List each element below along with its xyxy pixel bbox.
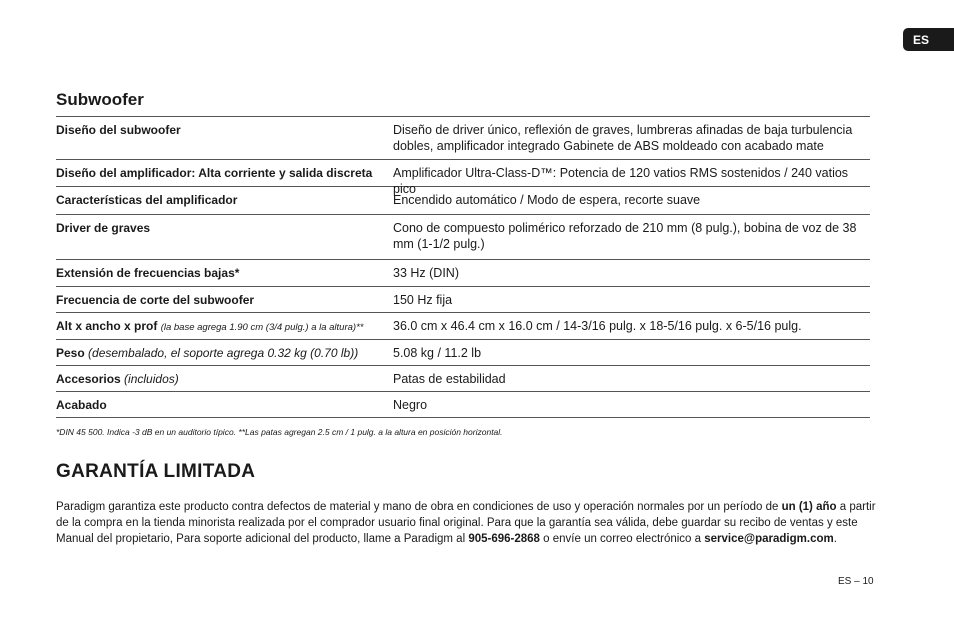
spec-value: Amplificador Ultra-Class-D™: Potencia de 120 vatios RMS sostenidos / 240 vatios pico (393, 166, 849, 196)
spec-label-text: Accesorios (56, 372, 121, 386)
spec-value: Negro (393, 398, 428, 412)
spec-row (56, 260, 870, 287)
spec-value: 150 Hz fija (393, 293, 453, 307)
spec-row (56, 313, 870, 340)
spec-label (56, 366, 393, 387)
warranty-text: o envíe un correo electrónico a (539, 533, 705, 545)
spec-label: Características del amplificador (56, 193, 238, 207)
spec-label-note: (la base agrega 1.90 cm (3/4 pulg.) a la altura)** (160, 322, 364, 333)
spec-value: Diseño de driver único, reflexión de graves, lumbreras afinadas de baja turbulencia dobles, amplificador integrado Gabinete de ABS moldeado con acabado mate (393, 123, 853, 153)
spec-label-note: (incluidos) (124, 372, 179, 386)
spec-value: Encendido automático / Modo de espera, recorte suave (393, 193, 701, 207)
spec-row (56, 215, 870, 260)
language-tab: ES (903, 28, 954, 51)
spec-row (56, 366, 870, 392)
spec-label (56, 340, 393, 361)
warranty-text: . (833, 533, 837, 545)
spec-row (56, 187, 870, 215)
spec-footnote: *DIN 45 500. Indica -3 dB en un auditorio típico. **Las patas agregan 2.5 cm / 1 pulg. a la altura en posición horizontal. (56, 427, 503, 437)
spec-row (56, 392, 870, 418)
spec-row (56, 287, 870, 313)
section-title-subwoofer: Subwoofer (56, 90, 144, 109)
spec-label: Diseño del subwoofer (56, 123, 181, 137)
warranty-paragraph (56, 499, 876, 547)
spec-value: 36.0 cm x 46.4 cm x 16.0 cm / 14-3/16 pulg. x 18-5/16 pulg. x 6-5/16 pulg. (393, 319, 802, 333)
spec-label: Frecuencia de corte del subwoofer (56, 293, 255, 307)
spec-label: Extensión de frecuencias bajas* (56, 266, 240, 280)
spec-row (56, 160, 870, 196)
spec-table (56, 116, 870, 418)
spec-label-text: Alt x ancho x prof (56, 319, 158, 333)
spec-row (56, 117, 870, 160)
warranty-period: un (1) año (781, 501, 837, 513)
spec-label: Diseño del amplificador: Alta corriente y salida discreta (56, 166, 373, 180)
spec-value: Patas de estabilidad (393, 372, 506, 386)
spec-value: Cono de compuesto polimérico reforzado de 210 mm (8 pulg.), bobina de voz de 38 mm (1-1/2 pulg.) (393, 221, 857, 251)
page-number: ES – 10 (838, 576, 874, 587)
spec-label (56, 313, 393, 336)
support-email: service@paradigm.com (704, 533, 834, 545)
spec-row (56, 340, 870, 366)
warranty-text: a partir de la compra en la tienda minorista realizada por el comprador usuario final original. Para que la garantía sea válida, debe guardar su recibo de ventas y este Manual del propietario, Para soporte adicional del producto, llame a Paradigm al (56, 501, 876, 545)
support-phone: 905-696-2868 (468, 533, 540, 545)
spec-label-text: Peso (56, 346, 85, 360)
spec-label: Driver de graves (56, 221, 151, 235)
spec-value: 5.08 kg / 11.2 lb (393, 346, 482, 360)
spec-label: Acabado (56, 398, 107, 412)
spec-label-note: (desembalado, el soporte agrega 0.32 kg (0.70 lb)) (88, 346, 359, 360)
warranty-text: Paradigm garantiza este producto contra defectos de material y mano de obra en condiciones de uso y operación normales por un período de (56, 501, 782, 513)
spec-value: 33 Hz (DIN) (393, 266, 459, 280)
warranty-title: GARANTÍA LIMITADA (56, 461, 256, 482)
